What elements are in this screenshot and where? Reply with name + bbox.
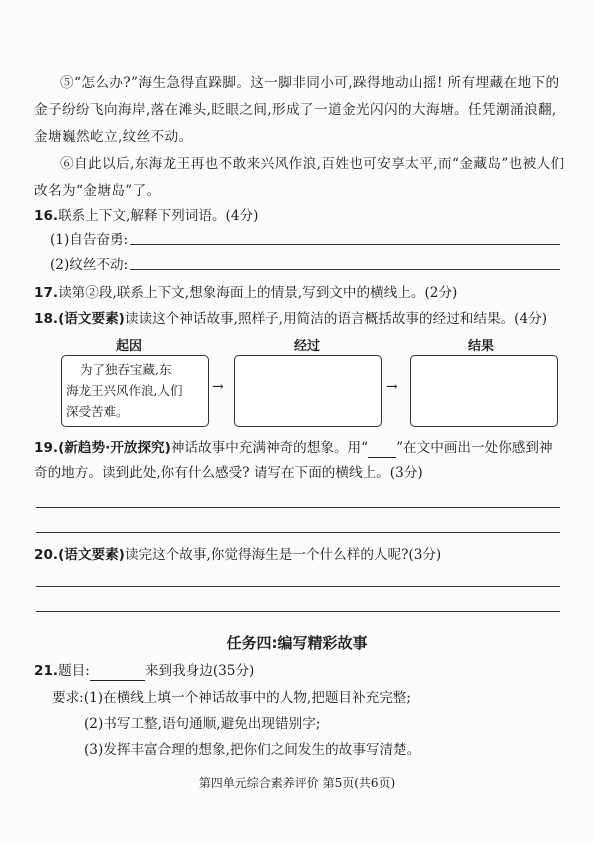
result-answer-box[interactable] xyxy=(410,355,558,427)
question-19 xyxy=(34,438,553,458)
q16-item1-answer-line[interactable] xyxy=(130,244,560,245)
question-number: 18. xyxy=(34,311,59,327)
question-18 xyxy=(34,309,547,329)
cause-text-line1: 为了独吞宝藏,东 xyxy=(80,362,172,377)
task4-title: 任务四:编写精彩故事 xyxy=(226,634,368,652)
q20-answer-line-1[interactable] xyxy=(36,586,560,587)
underline-mark-sample xyxy=(368,442,396,458)
question-text: 神话故事中充满神奇的想象。用“ xyxy=(170,440,369,456)
question-text-cont: 来到我身边(35分) xyxy=(144,663,255,679)
q21-requirement-2: (2)书写工整,语句通顺,避免出现错别字; xyxy=(84,716,321,732)
passage-p5-line3: 金塘巍然屹立,纹丝不动。 xyxy=(34,129,193,145)
header-cause: 起因 xyxy=(116,339,143,354)
question-text: 读完这个故事,你觉得海生是一个什么样的人呢?(3分) xyxy=(124,547,442,563)
question-20 xyxy=(34,545,441,565)
header-result: 结果 xyxy=(468,339,495,354)
q16-item1-label: (1)自告奋勇: xyxy=(50,232,129,248)
q16-item2-answer-line[interactable] xyxy=(130,269,560,270)
cause-text-line3: 深受苦难。 xyxy=(66,404,129,419)
question-tag: (语文要素) xyxy=(58,311,125,327)
question-number: 20. xyxy=(34,547,59,563)
question-tag: (语文要素) xyxy=(58,547,125,563)
question-text: 读读这个神话故事,照样子,用简洁的语言概括故事的经过和结果。(4分) xyxy=(124,311,548,327)
cause-text-line2: 海龙王兴风作浪,人们 xyxy=(66,383,183,398)
header-process: 经过 xyxy=(294,339,321,354)
question-text: 联系上下文,解释下列词语。(4分) xyxy=(58,208,259,224)
question-19-line2: 奇的地方。读到此处,你有什么感受? 请写在下面的横线上。(3分) xyxy=(34,465,423,481)
question-text: 读第②段,联系上下文,想象海面上的情景,写到文中的横线上。(2分) xyxy=(58,285,458,301)
passage-p5-line1: ⑤“怎么办?”海生急得直跺脚。这一脚非同小可,跺得地动山摇! 所有埋藏在地下的 xyxy=(60,75,560,91)
question-tag: (新趋势·开放探究) xyxy=(58,440,171,456)
cause-box xyxy=(61,355,209,427)
arrow-icon: → xyxy=(386,379,398,395)
q16-item2-label: (2)纹丝不动: xyxy=(50,257,129,273)
question-number: 19. xyxy=(34,440,59,456)
passage-p5-line2: 金子纷纷飞向海岸,落在滩头,眨眼之间,形成了一道金光闪闪的大海塘。任凭潮涌浪翻, xyxy=(34,102,557,118)
q20-answer-line-2[interactable] xyxy=(36,611,560,612)
question-number: 21. xyxy=(34,663,59,679)
q21-requirement-1: 要求:(1)在横线上填一个神话故事中的人物,把题目补充完整; xyxy=(52,690,411,706)
q19-answer-line-1[interactable] xyxy=(36,507,560,508)
question-21 xyxy=(34,661,254,681)
question-16 xyxy=(34,206,258,226)
question-number: 17. xyxy=(34,285,59,301)
arrow-icon: → xyxy=(212,379,224,395)
passage-p6-line2: 改名为“金塘岛”了。 xyxy=(34,183,161,199)
q21-title-blank[interactable] xyxy=(90,665,145,681)
q21-requirement-3: (3)发挥丰富合理的想象,把你们之间发生的故事写清楚。 xyxy=(84,742,421,758)
process-answer-box[interactable] xyxy=(234,355,382,427)
question-text: 题目: xyxy=(58,663,90,679)
question-17 xyxy=(34,283,457,303)
question-text-cont: ”在文中画出一处你感到神 xyxy=(396,440,553,456)
q19-answer-line-2[interactable] xyxy=(36,532,560,533)
passage-p6-line1: ⑥自此以后,东海龙王再也不敢来兴风作浪,百姓也可安享太平,而“金藏岛”也被人们 xyxy=(60,156,565,172)
question-number: 16. xyxy=(34,208,59,224)
page-footer: 第四单元综合素养评价 第5页(共6页) xyxy=(198,776,396,790)
